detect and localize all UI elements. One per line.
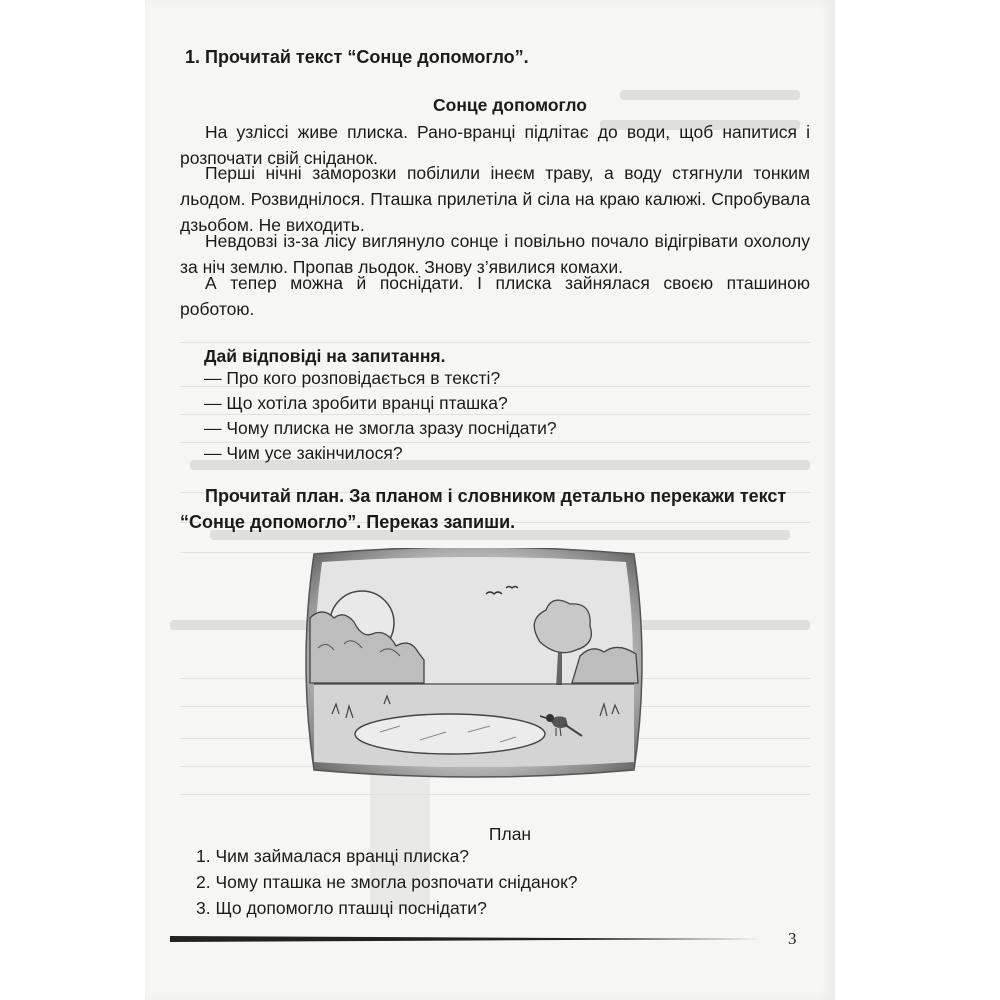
plan-item: 2. Чому пташка не змогла розпочати сніданок?	[196, 872, 578, 892]
story-paragraph: На узліссі живе плиска. Рано-вранці підлітає до води, щоб напитися і розпочати свій сніданок.	[180, 122, 810, 168]
question-item: — Про кого розповідається в тексті?	[204, 368, 501, 388]
question-item: — Що хотіла зробити вранці пташка?	[204, 393, 508, 413]
plan-title: План	[488, 824, 532, 844]
questions-heading: Дай відповіді на запитання.	[204, 346, 446, 366]
exercise-title: 1. Прочитай текст “Сонце допомогло”.	[185, 47, 529, 67]
story-title: Сонце допомогло	[433, 95, 587, 115]
footer-rule	[170, 934, 762, 944]
question-item: — Чому плиска не змогла зразу поснідати?	[204, 418, 557, 438]
story-paragraph: Невдовзі із-за лісу виглянуло сонце і повільно почало відігрівати охололу за ніч землю. Пропав льодок. Знову з’явилися комахи.	[180, 231, 810, 277]
plan-item: 1. Чим займалася вранці плиска?	[196, 846, 470, 866]
plan-list	[196, 843, 578, 921]
frozen-puddle	[355, 714, 545, 754]
pond-illustration	[300, 548, 648, 778]
questions-list	[204, 366, 557, 466]
question-item: — Чим усе закінчилося?	[204, 443, 403, 463]
plan-item: 3. Що допомогло пташці поснідати?	[196, 898, 487, 918]
story-paragraph: Перші нічні заморозки побілили інеєм траву, а воду стягнули тонким льодом. Розвиднілося. Пташка прилетіла й сіла на краю калюжі. Спробувала дзьобом. Не виходить.	[180, 163, 810, 235]
page-number: 3	[788, 929, 797, 948]
story-paragraph: А тепер можна й поснідати. І плиска зайнялася своєю пташиною роботою.	[180, 273, 810, 319]
retelling-task: Прочитай план. За планом і словником детально перекажи текст “Сонце допомогло”. Переказ запиши.	[180, 486, 787, 532]
